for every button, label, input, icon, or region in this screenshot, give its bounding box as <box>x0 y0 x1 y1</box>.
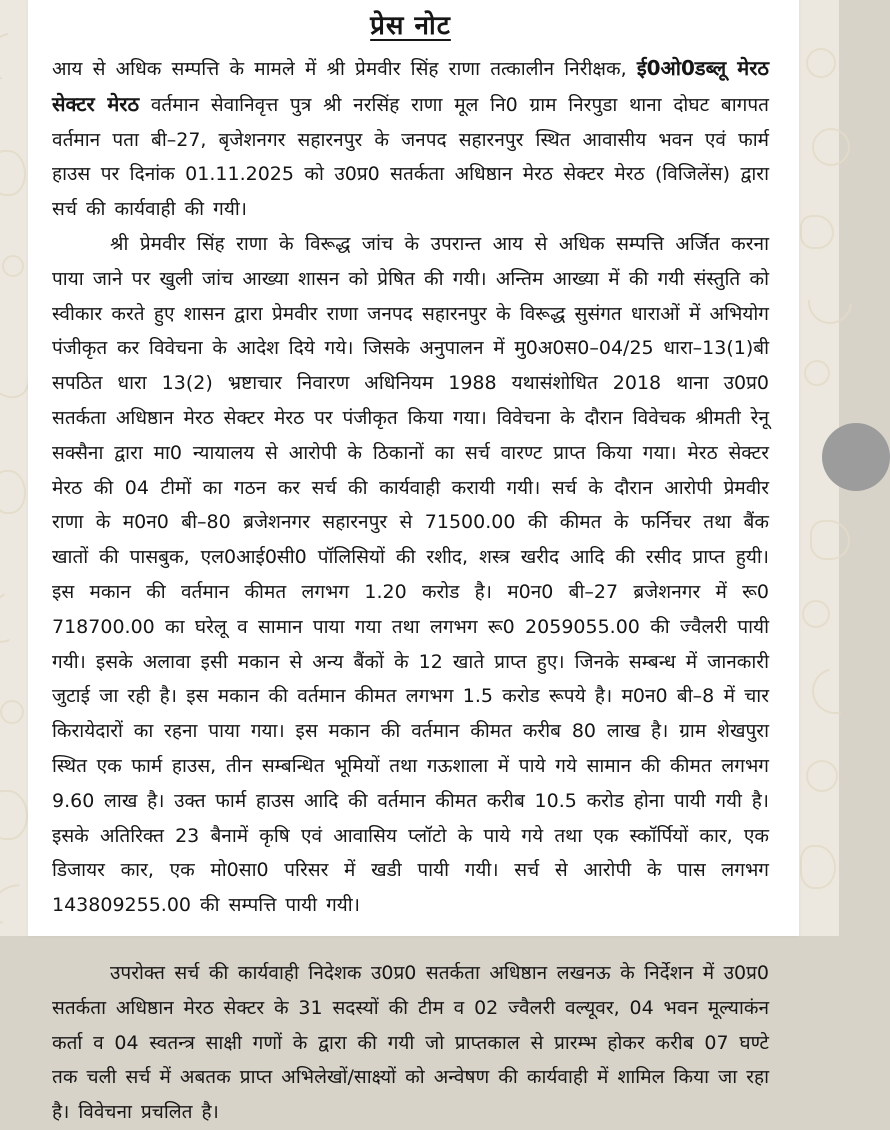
background-doodle <box>799 271 861 333</box>
background-doodle <box>0 790 28 840</box>
background-doodle <box>812 128 850 166</box>
background-doodle <box>806 48 836 78</box>
background-doodle <box>802 600 830 628</box>
background-doodle <box>2 255 24 277</box>
intro-lead-text: आय से अधिक सम्पत्ति के मामले में श्री प्रेमवीर सिंह राणा तत्कालीन निरीक्षक, <box>52 58 637 80</box>
background-doodle <box>806 760 838 792</box>
background-doodle <box>810 520 850 560</box>
background-doodle <box>800 215 834 249</box>
background-doodle <box>804 360 830 386</box>
paragraph-search-details: श्री प्रेमवीर सिंह राणा के विरूद्ध जांच के उपरान्त आय से अधिक सम्पत्ति अर्जित करना पाया जाने पर खुली जांच आख्या शासन को प्रेषित की गयी। अन्तिम आख्या में की गयी संस्तुति को स्वीकार करते हुए शासन द्वारा प्रेमवीर राणा जनपद सहारनपुर के विरूद्ध सुसंगत धाराओं में अभियोग पंजीकृत कर विवेचना के आदेश दिये गये। जिसके अनुपालन में मु0अ0स0–04/25 धारा–13(1)बी सपठित धारा 13(2) भ्रष्टाचार निवारण अधिनियम 1988 यथासंशोधित 2018 थाना उ0प्र0 सतर्कता अधिष्ठान मेरठ सेक्टर मेरठ पर पंजीकृत किया गया। विवेचना के दौरान विवेचक श्रीमती रेनू सक्सैना द्वारा मा0 न्यायालय से आरोपी के ठिकानों का सर्च वारण्ट प्राप्त किया गया। मेरठ सेक्टर मेरठ की 04 टीमों का गठन कर सर्च की कार्यवाही करायी गयी। सर्च के दौरान आरोपी प्रेमवीर राणा के म0न0 बी–80 ब्रजेशनगर सहारनपुर से 71500.00 की कीमत के फर्निचर तथा बैंक खातों की पासबुक, एल0आई0सी0 पॉलिसियों की रशीद, शस्त्र खरीद आदि की रसीद प्राप्त हुयी। इस मकान की वर्तमान कीमत लगभग 1.20 करोड है। म0न0 बी–27 ब्रजेशनगर में रू0 718700.00 का घरेलू व सामान पाया गया तथा लगभग रू0 2059055.00 की ज्वैलरी पायी गयी। इसके अलावा इसी मकान से अन्य बैंकों के 12 खाते प्राप्त हुए। जिनके सम्बन्ध में जानकारी जुटाई जा रही है। इस मकान की वर्तमान कीमत लगभग 1.5 करोड रूपये है। म0न0 बी–8 में चार किरायेदारों का रहना पाया गया। इस मकान की वर्तमान कीमत करीब 80 लाख है। ग्राम शेखपुरा स्थित एक फार्म हाउस, तीन सम्बन्धित भूमियों तथा गऊशाला में पाये गये सामान की कीमत लगभग 9.60 लाख है। उक्त फार्म हाउस आदि की वर्तमान कीमत करीब 10.5 करोड होना पायी गयी है। इसके अतिरिक्त 23 बैनामें कृषि एवं आवासिय प्लॉटो के पाये गये तथा एक स्कॉर्पियों कार, एक डिजायर कार, एक मो0सा0 परिसर में खडी पायी गयी। सर्च से आरोपी के पास लगभग 143809255.00 की सम्पत्ति पायी गयी। <box>52 232 769 917</box>
document-title: प्रेस नोट <box>370 11 451 41</box>
scroll-down-button[interactable] <box>822 423 890 491</box>
paragraph-intro <box>52 51 769 227</box>
paragraph-team-details: उपरोक्त सर्च की कार्यवाही निदेशक उ0प्र0 सतर्कता अधिष्ठान लखनऊ के निर्देशन में उ0प्र0 सतर्कता अधिष्ठान मेरठ सेक्टर के 31 सदस्यों की टीम व 02 ज्वैलरी वल्यूवर, 04 भवन मूल्याकंन कर्ता व 04 स्वतन्त्र साक्षी गणों के द्वारा की गयी जो प्राप्तकाल से प्रारम्भ होकर करीब 07 घण्टे तक चली सर्च में अबतक प्राप्त अभिलेखों/साक्ष्यों को अन्वेषण की कार्यवाही में शामिल किया जा रहा है। विवेचना प्रचलित है। <box>52 961 769 1124</box>
background-doodle <box>0 470 26 514</box>
background-doodle <box>804 660 867 723</box>
intro-rest-text: वर्तमान सेवानिवृत्त पुत्र श्री नरसिंह राणा मूल नि0 ग्राम निरपुडा थाना दोघट बागपत वर्तमान पता बी–27, बृजेशनगर सहारनपुर के जनपद सहारनपुर स्थित आवासीय भवन एवं फार्म हाउस पर दिनांक 01.11.2025 को उ0प्र0 सतर्कता अधिष्ठान मेरठ सेक्टर मेरठ (विजिलेंस) द्वारा सर्च की कार्यवाही की गयी। <box>52 93 769 221</box>
background-doodle <box>0 700 24 724</box>
press-note-document <box>28 0 799 1124</box>
background-doodle <box>800 845 836 889</box>
office-name-bold-text: ई0ओ0डब्लू मेरठ सेक्टर मेरठ <box>52 56 769 116</box>
background-doodle <box>0 150 26 196</box>
